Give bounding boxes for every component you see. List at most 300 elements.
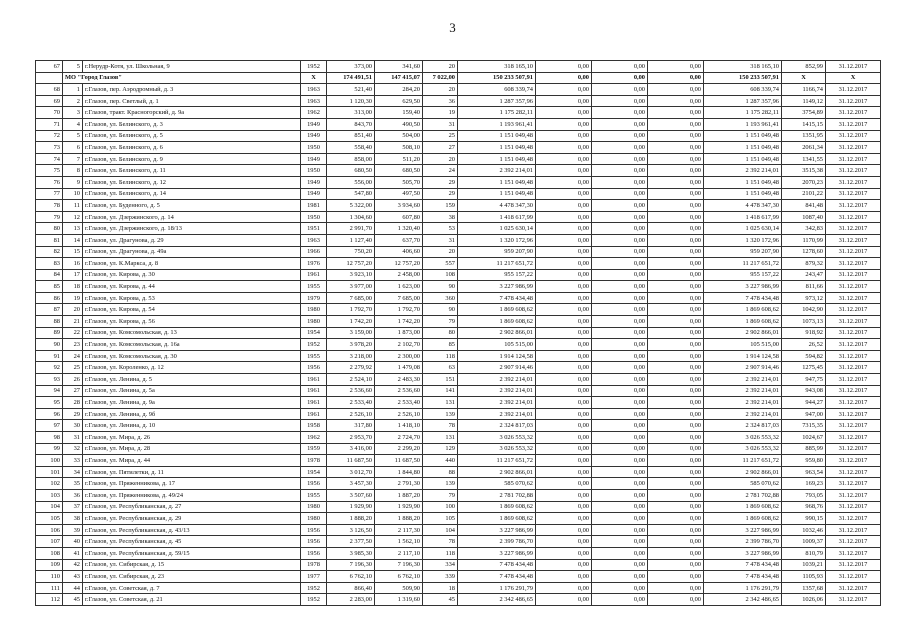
residents-cell: 360 bbox=[423, 292, 458, 304]
local-cost-cell: 0,00 bbox=[648, 339, 704, 351]
address-cell: г.Глазов, ул. Комсомольская, д. 13 bbox=[83, 327, 301, 339]
residents-cell: 31 bbox=[423, 118, 458, 130]
living-area-cell: 7 196,30 bbox=[375, 559, 423, 571]
living-area-cell: 504,00 bbox=[375, 130, 423, 142]
total-area-cell: 2 536,60 bbox=[327, 385, 375, 397]
local-cost-cell: 0,00 bbox=[648, 95, 704, 107]
budget-cost-cell: 0,00 bbox=[592, 130, 648, 142]
owners-cost-cell: 1 151 049,48 bbox=[704, 142, 782, 154]
total-cost-cell: 7 478 434,48 bbox=[458, 571, 536, 583]
owners-cost-cell: 7 478 434,48 bbox=[704, 559, 782, 571]
total-cost-cell: 4 478 347,30 bbox=[458, 200, 536, 212]
year-built-cell: 1981 bbox=[301, 200, 327, 212]
year-built-cell: 1980 bbox=[301, 513, 327, 525]
address-cell: г.Глазов, ул. Белинского, д. 3 bbox=[83, 118, 301, 130]
deadline-cell: 31.12.2017 bbox=[826, 188, 881, 200]
fund-cost-cell: 0,00 bbox=[536, 466, 592, 478]
year-built-cell: 1978 bbox=[301, 559, 327, 571]
total-cost-cell: 3 026 553,32 bbox=[458, 443, 536, 455]
mo-owners-cell: 150 233 507,91 bbox=[704, 72, 782, 84]
year-built-cell: 1952 bbox=[301, 339, 327, 351]
deadline-cell: 31.12.2017 bbox=[826, 339, 881, 351]
address-cell: г.Глазов, ул. Советская, д. 7 bbox=[83, 582, 301, 594]
total-cost-cell: 1 151 049,48 bbox=[458, 130, 536, 142]
total-cost-cell: 1 914 124,58 bbox=[458, 350, 536, 362]
budget-cost-cell: 0,00 bbox=[592, 107, 648, 119]
fund-cost-cell: 0,00 bbox=[536, 547, 592, 559]
living-area-cell: 511,20 bbox=[375, 153, 423, 165]
total-cost-cell: 318 165,10 bbox=[458, 61, 536, 73]
year-built-cell: 1951 bbox=[301, 223, 327, 235]
mo-living-area-cell: 147 415,07 bbox=[375, 72, 423, 84]
total-cost-cell: 1 025 630,14 bbox=[458, 223, 536, 235]
total-area-cell: 3 978,20 bbox=[327, 339, 375, 351]
row-index-cell: 106 bbox=[36, 524, 63, 536]
total-cost-cell: 2 392 214,01 bbox=[458, 397, 536, 409]
unit-cost-cell: 841,48 bbox=[782, 200, 826, 212]
local-cost-cell: 0,00 bbox=[648, 153, 704, 165]
sub-index-cell: 40 bbox=[63, 536, 83, 548]
row-index-cell: 96 bbox=[36, 408, 63, 420]
owners-cost-cell: 3 227 986,99 bbox=[704, 547, 782, 559]
total-cost-cell: 3 227 986,99 bbox=[458, 547, 536, 559]
address-cell: г.Глазов, пер. Светлый, д. 1 bbox=[83, 95, 301, 107]
year-built-cell: 1980 bbox=[301, 316, 327, 328]
housing-register-table bbox=[35, 60, 881, 606]
row-index-cell: 94 bbox=[36, 385, 63, 397]
fund-cost-cell: 0,00 bbox=[536, 292, 592, 304]
budget-cost-cell: 0,00 bbox=[592, 188, 648, 200]
table-row bbox=[36, 107, 881, 119]
sub-index-cell: 28 bbox=[63, 397, 83, 409]
budget-cost-cell: 0,00 bbox=[592, 559, 648, 571]
table-row bbox=[36, 571, 881, 583]
budget-cost-cell: 0,00 bbox=[592, 408, 648, 420]
fund-cost-cell: 0,00 bbox=[536, 107, 592, 119]
local-cost-cell: 0,00 bbox=[648, 107, 704, 119]
local-cost-cell: 0,00 bbox=[648, 489, 704, 501]
fund-cost-cell: 0,00 bbox=[536, 223, 592, 235]
local-cost-cell: 0,00 bbox=[648, 420, 704, 432]
year-built-cell: 1949 bbox=[301, 176, 327, 188]
total-area-cell: 2 991,70 bbox=[327, 223, 375, 235]
row-index-cell: 68 bbox=[36, 84, 63, 96]
sub-index-cell: 39 bbox=[63, 524, 83, 536]
fund-cost-cell: 0,00 bbox=[536, 594, 592, 606]
address-cell: г.Глазов, ул. Ленина, д. 9а bbox=[83, 397, 301, 409]
table-row bbox=[36, 408, 881, 420]
sub-index-cell: 26 bbox=[63, 374, 83, 386]
total-cost-cell: 955 157,22 bbox=[458, 269, 536, 281]
table-row bbox=[36, 211, 881, 223]
total-cost-cell: 3 026 553,32 bbox=[458, 432, 536, 444]
sub-index-cell: 38 bbox=[63, 513, 83, 525]
fund-cost-cell: 0,00 bbox=[536, 130, 592, 142]
budget-cost-cell: 0,00 bbox=[592, 281, 648, 293]
year-built-cell: 1956 bbox=[301, 478, 327, 490]
local-cost-cell: 0,00 bbox=[648, 281, 704, 293]
address-cell: г.Глазов, ул. Белинского, д. 14 bbox=[83, 188, 301, 200]
total-cost-cell: 7 478 434,48 bbox=[458, 559, 536, 571]
year-built-cell: 1955 bbox=[301, 350, 327, 362]
budget-cost-cell: 0,00 bbox=[592, 478, 648, 490]
address-cell: г.Глазов, ул. Белинского, д. 12 bbox=[83, 176, 301, 188]
row-index-cell: 103 bbox=[36, 489, 63, 501]
living-area-cell: 508,10 bbox=[375, 142, 423, 154]
address-cell: г.Глазов, ул. Ленина, д. 9б bbox=[83, 408, 301, 420]
unit-cost-cell: 1415,15 bbox=[782, 118, 826, 130]
local-cost-cell: 0,00 bbox=[648, 513, 704, 525]
address-cell: г.Глазов, ул. Дзержинского, д. 18/13 bbox=[83, 223, 301, 235]
total-cost-cell: 608 339,74 bbox=[458, 84, 536, 96]
total-area-cell: 843,70 bbox=[327, 118, 375, 130]
total-area-cell: 1 304,60 bbox=[327, 211, 375, 223]
table-row bbox=[36, 524, 881, 536]
budget-cost-cell: 0,00 bbox=[592, 524, 648, 536]
fund-cost-cell: 0,00 bbox=[536, 84, 592, 96]
local-cost-cell: 0,00 bbox=[648, 292, 704, 304]
unit-cost-cell: 1073,13 bbox=[782, 316, 826, 328]
deadline-cell: 31.12.2017 bbox=[826, 142, 881, 154]
year-built-cell: 1961 bbox=[301, 397, 327, 409]
total-cost-cell: 1 151 049,48 bbox=[458, 176, 536, 188]
total-area-cell: 2 533,40 bbox=[327, 397, 375, 409]
deadline-cell: 31.12.2017 bbox=[826, 84, 881, 96]
unit-cost-cell: 1087,40 bbox=[782, 211, 826, 223]
fund-cost-cell: 0,00 bbox=[536, 281, 592, 293]
total-cost-cell: 1 869 608,62 bbox=[458, 501, 536, 513]
mo-budget-cell: 0,00 bbox=[592, 72, 648, 84]
living-area-cell: 1 929,90 bbox=[375, 501, 423, 513]
living-area-cell: 1 887,20 bbox=[375, 489, 423, 501]
living-area-cell: 629,50 bbox=[375, 95, 423, 107]
table-row bbox=[36, 547, 881, 559]
deadline-cell: 31.12.2017 bbox=[826, 432, 881, 444]
local-cost-cell: 0,00 bbox=[648, 176, 704, 188]
sub-index-cell: 43 bbox=[63, 571, 83, 583]
living-area-cell: 6 762,10 bbox=[375, 571, 423, 583]
owners-cost-cell: 2 781 702,88 bbox=[704, 489, 782, 501]
owners-cost-cell: 1 151 049,48 bbox=[704, 130, 782, 142]
row-index-cell: 108 bbox=[36, 547, 63, 559]
address-cell: г.Глазов, ул. Короленко, д. 12 bbox=[83, 362, 301, 374]
address-cell: г.Глазов, ул. Пятилетки, д. 11 bbox=[83, 466, 301, 478]
owners-cost-cell: 1 175 282,11 bbox=[704, 107, 782, 119]
total-area-cell: 558,40 bbox=[327, 142, 375, 154]
address-cell: г.Глазов, ул. Республиканская, д. 45 bbox=[83, 536, 301, 548]
total-area-cell: 680,50 bbox=[327, 165, 375, 177]
owners-cost-cell: 2 399 786,70 bbox=[704, 536, 782, 548]
unit-cost-cell: 1149,12 bbox=[782, 95, 826, 107]
total-area-cell: 851,40 bbox=[327, 130, 375, 142]
address-cell: г.Глазов, ул. Дзержинского, д. 14 bbox=[83, 211, 301, 223]
deadline-cell: 31.12.2017 bbox=[826, 478, 881, 490]
residents-cell: 104 bbox=[423, 524, 458, 536]
table-row bbox=[36, 582, 881, 594]
residents-cell: 78 bbox=[423, 420, 458, 432]
address-cell: г.Глазов, ул. Кирова, д. 54 bbox=[83, 304, 301, 316]
fund-cost-cell: 0,00 bbox=[536, 408, 592, 420]
address-cell: г.Глазов, ул. Белинского, д. 9 bbox=[83, 153, 301, 165]
year-built-cell: 1966 bbox=[301, 246, 327, 258]
sub-index-cell: 34 bbox=[63, 466, 83, 478]
fund-cost-cell: 0,00 bbox=[536, 188, 592, 200]
total-cost-cell: 1 869 608,62 bbox=[458, 304, 536, 316]
fund-cost-cell: 0,00 bbox=[536, 489, 592, 501]
unit-cost-cell: 1024,67 bbox=[782, 432, 826, 444]
owners-cost-cell: 1 151 049,48 bbox=[704, 153, 782, 165]
sub-index-cell: 27 bbox=[63, 385, 83, 397]
total-cost-cell: 1 175 282,11 bbox=[458, 107, 536, 119]
row-index-cell: 109 bbox=[36, 559, 63, 571]
local-cost-cell: 0,00 bbox=[648, 61, 704, 73]
living-area-cell: 7 685,00 bbox=[375, 292, 423, 304]
deadline-cell: 31.12.2017 bbox=[826, 234, 881, 246]
owners-cost-cell: 3 227 986,99 bbox=[704, 524, 782, 536]
budget-cost-cell: 0,00 bbox=[592, 61, 648, 73]
year-built-cell: 1955 bbox=[301, 489, 327, 501]
sub-index-cell: 1 bbox=[63, 84, 83, 96]
budget-cost-cell: 0,00 bbox=[592, 547, 648, 559]
year-built-cell: 1980 bbox=[301, 501, 327, 513]
table-row bbox=[36, 95, 881, 107]
living-area-cell: 1 742,20 bbox=[375, 316, 423, 328]
deadline-cell: 31.12.2017 bbox=[826, 466, 881, 478]
local-cost-cell: 0,00 bbox=[648, 408, 704, 420]
table-row bbox=[36, 536, 881, 548]
table-row bbox=[36, 304, 881, 316]
total-area-cell: 5 322,00 bbox=[327, 200, 375, 212]
year-built-cell: 1962 bbox=[301, 107, 327, 119]
deadline-cell: 31.12.2017 bbox=[826, 292, 881, 304]
local-cost-cell: 0,00 bbox=[648, 130, 704, 142]
total-cost-cell: 3 227 986,99 bbox=[458, 524, 536, 536]
unit-cost-cell: 852,99 bbox=[782, 61, 826, 73]
owners-cost-cell: 1 869 608,62 bbox=[704, 304, 782, 316]
sub-index-cell: 18 bbox=[63, 281, 83, 293]
budget-cost-cell: 0,00 bbox=[592, 246, 648, 258]
living-area-cell: 509,90 bbox=[375, 582, 423, 594]
total-area-cell: 3 218,00 bbox=[327, 350, 375, 362]
local-cost-cell: 0,00 bbox=[648, 269, 704, 281]
table-row bbox=[36, 84, 881, 96]
sub-index-cell: 31 bbox=[63, 432, 83, 444]
fund-cost-cell: 0,00 bbox=[536, 246, 592, 258]
address-cell: г.Глазов, ул. Сибирская, д. 23 bbox=[83, 571, 301, 583]
budget-cost-cell: 0,00 bbox=[592, 258, 648, 270]
total-cost-cell: 585 070,62 bbox=[458, 478, 536, 490]
total-area-cell: 3 507,60 bbox=[327, 489, 375, 501]
table-row bbox=[36, 362, 881, 374]
sub-index-cell: 42 bbox=[63, 559, 83, 571]
living-area-cell: 11 687,50 bbox=[375, 455, 423, 467]
address-cell: г.Глазов, ул. Драгунова, д. 49а bbox=[83, 246, 301, 258]
living-area-cell: 3 934,60 bbox=[375, 200, 423, 212]
deadline-cell: 31.12.2017 bbox=[826, 153, 881, 165]
total-cost-cell: 2 392 214,01 bbox=[458, 385, 536, 397]
table-row bbox=[36, 432, 881, 444]
owners-cost-cell: 1 176 291,79 bbox=[704, 582, 782, 594]
residents-cell: 90 bbox=[423, 281, 458, 293]
owners-cost-cell: 1 869 608,62 bbox=[704, 501, 782, 513]
living-area-cell: 607,80 bbox=[375, 211, 423, 223]
total-area-cell: 2 953,70 bbox=[327, 432, 375, 444]
residents-cell: 53 bbox=[423, 223, 458, 235]
local-cost-cell: 0,00 bbox=[648, 84, 704, 96]
total-cost-cell: 1 287 357,96 bbox=[458, 95, 536, 107]
year-built-cell: 1961 bbox=[301, 385, 327, 397]
fund-cost-cell: 0,00 bbox=[536, 478, 592, 490]
owners-cost-cell: 7 478 434,48 bbox=[704, 292, 782, 304]
address-cell: г.Глазов, ул. Сибирская, д. 15 bbox=[83, 559, 301, 571]
row-index-cell: 76 bbox=[36, 176, 63, 188]
unit-cost-cell: 1166,74 bbox=[782, 84, 826, 96]
year-built-cell: 1963 bbox=[301, 84, 327, 96]
unit-cost-cell: 963,54 bbox=[782, 466, 826, 478]
residents-cell: 131 bbox=[423, 397, 458, 409]
address-cell: г.Глазов, ул. Ленина, д. 5 bbox=[83, 374, 301, 386]
budget-cost-cell: 0,00 bbox=[592, 153, 648, 165]
owners-cost-cell: 2 392 214,01 bbox=[704, 397, 782, 409]
address-cell: г.Глазов, ул. Кирова, д. 53 bbox=[83, 292, 301, 304]
total-cost-cell: 2 392 214,01 bbox=[458, 374, 536, 386]
row-index-cell: 86 bbox=[36, 292, 63, 304]
sub-index-cell: 15 bbox=[63, 246, 83, 258]
total-cost-cell: 1 151 049,48 bbox=[458, 153, 536, 165]
row-index-cell: 98 bbox=[36, 432, 63, 444]
year-built-cell: 1956 bbox=[301, 524, 327, 536]
sub-index-cell: 16 bbox=[63, 258, 83, 270]
year-built-cell: 1949 bbox=[301, 188, 327, 200]
fund-cost-cell: 0,00 bbox=[536, 362, 592, 374]
sub-index-cell: 22 bbox=[63, 327, 83, 339]
address-cell: г.Глазов, ул. Мира, д. 44 bbox=[83, 455, 301, 467]
owners-cost-cell: 608 339,74 bbox=[704, 84, 782, 96]
local-cost-cell: 0,00 bbox=[648, 316, 704, 328]
total-area-cell: 3 012,70 bbox=[327, 466, 375, 478]
unit-cost-cell: 1009,37 bbox=[782, 536, 826, 548]
table-row bbox=[36, 455, 881, 467]
row-index-cell: 104 bbox=[36, 501, 63, 513]
total-cost-cell: 2 399 786,70 bbox=[458, 536, 536, 548]
total-cost-cell: 2 324 817,03 bbox=[458, 420, 536, 432]
total-area-cell: 750,20 bbox=[327, 246, 375, 258]
year-built-cell: 1958 bbox=[301, 420, 327, 432]
total-area-cell: 866,40 bbox=[327, 582, 375, 594]
year-built-cell: 1952 bbox=[301, 582, 327, 594]
residents-cell: 90 bbox=[423, 304, 458, 316]
deadline-cell: 31.12.2017 bbox=[826, 211, 881, 223]
table-row bbox=[36, 223, 881, 235]
residents-cell: 139 bbox=[423, 478, 458, 490]
fund-cost-cell: 0,00 bbox=[536, 443, 592, 455]
budget-cost-cell: 0,00 bbox=[592, 432, 648, 444]
owners-cost-cell: 4 478 347,30 bbox=[704, 200, 782, 212]
total-cost-cell: 959 207,90 bbox=[458, 246, 536, 258]
year-built-cell: 1959 bbox=[301, 443, 327, 455]
owners-cost-cell: 1 193 961,41 bbox=[704, 118, 782, 130]
sub-index-cell: 45 bbox=[63, 594, 83, 606]
sub-index-cell: 23 bbox=[63, 339, 83, 351]
residents-cell: 108 bbox=[423, 269, 458, 281]
total-cost-cell: 7 478 434,48 bbox=[458, 292, 536, 304]
sub-index-cell: 11 bbox=[63, 200, 83, 212]
table-row bbox=[36, 200, 881, 212]
address-cell: г.Глазов, ул. Белинского, д. 11 bbox=[83, 165, 301, 177]
deadline-cell: 31.12.2017 bbox=[826, 258, 881, 270]
unit-cost-cell: 1039,21 bbox=[782, 559, 826, 571]
residents-cell: 105 bbox=[423, 513, 458, 525]
sub-index-cell: 5 bbox=[63, 130, 83, 142]
year-built-cell: 1961 bbox=[301, 408, 327, 420]
residents-cell: 20 bbox=[423, 61, 458, 73]
living-area-cell: 1 319,60 bbox=[375, 594, 423, 606]
owners-cost-cell: 11 217 651,72 bbox=[704, 258, 782, 270]
address-cell: г.Глазов, ул. Пряженникова, д. 49/24 bbox=[83, 489, 301, 501]
year-built-cell: 1980 bbox=[301, 304, 327, 316]
deadline-cell: 31.12.2017 bbox=[826, 397, 881, 409]
deadline-cell: 31.12.2017 bbox=[826, 246, 881, 258]
mo-label-cell: МО "Город Глазов" bbox=[63, 72, 301, 84]
table-row bbox=[36, 176, 881, 188]
sub-index-cell: 19 bbox=[63, 292, 83, 304]
budget-cost-cell: 0,00 bbox=[592, 350, 648, 362]
local-cost-cell: 0,00 bbox=[648, 374, 704, 386]
sub-index-cell: 3 bbox=[63, 107, 83, 119]
local-cost-cell: 0,00 bbox=[648, 223, 704, 235]
budget-cost-cell: 0,00 bbox=[592, 466, 648, 478]
residents-cell: 38 bbox=[423, 211, 458, 223]
deadline-cell: 31.12.2017 bbox=[826, 362, 881, 374]
fund-cost-cell: 0,00 bbox=[536, 339, 592, 351]
total-area-cell: 2 524,10 bbox=[327, 374, 375, 386]
row-index-cell: 72 bbox=[36, 130, 63, 142]
deadline-cell: 31.12.2017 bbox=[826, 281, 881, 293]
residents-cell: 27 bbox=[423, 142, 458, 154]
total-area-cell: 1 888,20 bbox=[327, 513, 375, 525]
table-row bbox=[36, 316, 881, 328]
local-cost-cell: 0,00 bbox=[648, 594, 704, 606]
deadline-cell: 31.12.2017 bbox=[826, 455, 881, 467]
budget-cost-cell: 0,00 bbox=[592, 118, 648, 130]
budget-cost-cell: 0,00 bbox=[592, 501, 648, 513]
unit-cost-cell: 26,52 bbox=[782, 339, 826, 351]
row-index-cell: 112 bbox=[36, 594, 63, 606]
living-area-cell: 637,70 bbox=[375, 234, 423, 246]
total-cost-cell: 3 227 986,99 bbox=[458, 281, 536, 293]
budget-cost-cell: 0,00 bbox=[592, 269, 648, 281]
living-area-cell: 2 526,10 bbox=[375, 408, 423, 420]
fund-cost-cell: 0,00 bbox=[536, 536, 592, 548]
total-cost-cell: 2 902 866,01 bbox=[458, 327, 536, 339]
living-area-cell: 1 844,80 bbox=[375, 466, 423, 478]
row-index-cell: 69 bbox=[36, 95, 63, 107]
address-cell: г.Глазов, ул. Ленина, д. 10 bbox=[83, 420, 301, 432]
local-cost-cell: 0,00 bbox=[648, 385, 704, 397]
mo-deadline-cell: X bbox=[826, 72, 881, 84]
sub-index-cell: 32 bbox=[63, 443, 83, 455]
unit-cost-cell: 2061,34 bbox=[782, 142, 826, 154]
residents-cell: 139 bbox=[423, 408, 458, 420]
table-row bbox=[36, 443, 881, 455]
table-row bbox=[36, 292, 881, 304]
living-area-cell: 2 299,20 bbox=[375, 443, 423, 455]
row-index-cell: 110 bbox=[36, 571, 63, 583]
total-area-cell: 858,00 bbox=[327, 153, 375, 165]
table-row bbox=[36, 513, 881, 525]
deadline-cell: 31.12.2017 bbox=[826, 571, 881, 583]
living-area-cell: 12 757,20 bbox=[375, 258, 423, 270]
